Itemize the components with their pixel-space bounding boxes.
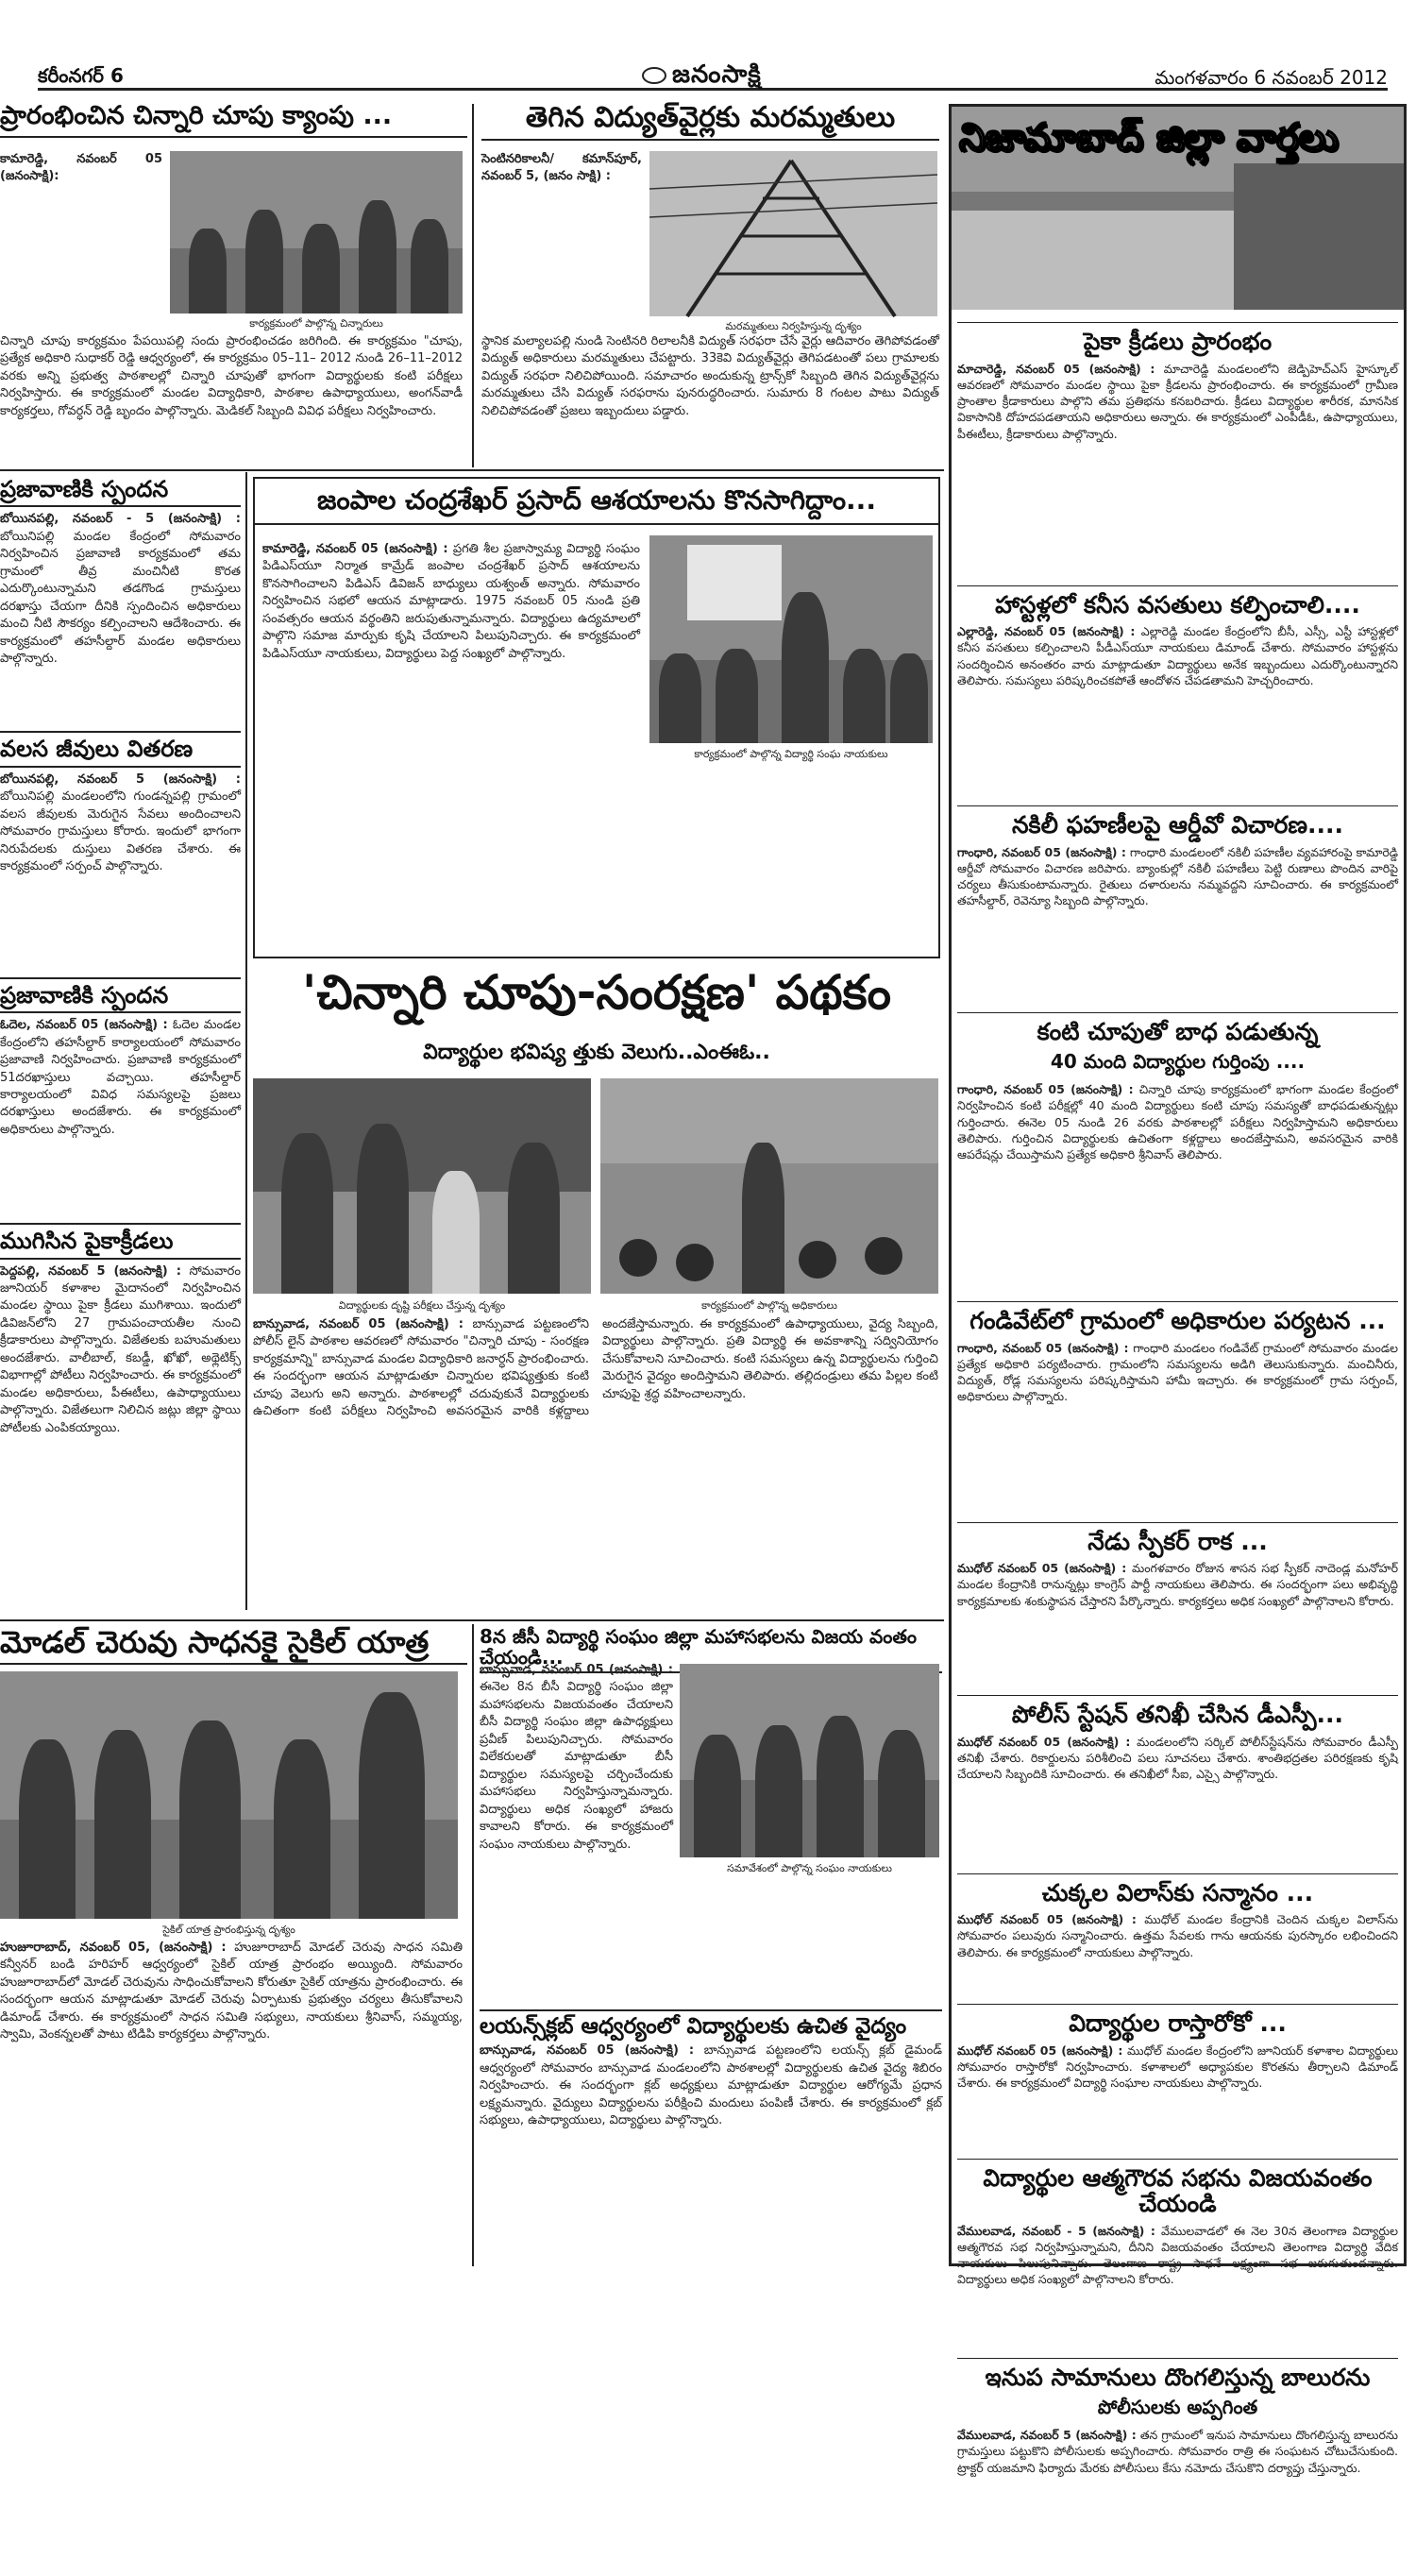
section-divider: [0, 1619, 944, 1621]
story-dateline: ముధోల్ నవంబర్ 05 (జనంసాక్షి) :: [957, 2042, 1123, 2058]
district-banner: [952, 107, 1404, 310]
story-body: [957, 2427, 1398, 2568]
story-headline: చుక్కల విలాస్‌కు సన్మానం ...: [957, 1873, 1398, 1907]
story-dateline: పెద్దపల్లి, నవంబర్ 5 (జనంసాక్షి) :: [0, 1263, 181, 1279]
district-story: [957, 2004, 1398, 2151]
story-body: [0, 1940, 463, 2261]
story-body: [0, 1017, 241, 1215]
story-headline: విద్యార్థుల ఆత్మగౌరవ సభను విజయవంతం చేయండి: [957, 2159, 1398, 2217]
column-divider: [245, 472, 247, 1610]
story-dateline: వేములవాడ, నవంబర్ - 5 (జనంసాక్షి) :: [957, 2223, 1155, 2238]
story-body-text: ఈనెల 8న బీసీ విద్యార్థి సంఘం జిల్లా మహాసభలను విజయవంతం చేయాలని బీసీ విద్యార్థి సంఘం జిల్లా ఉపాధ్యక్షులు ప్రవీణ్ పిలుపునిచ్చారు. సోమవారం విలేకరులతో మాట్లాడుతూ బీసీ విద్యార్థుల సమస్యలపై చర్చించేందుకు మహాసభలు నిర్వహిస్తున్నామన్నారు. విద్యార్థులు అధిక సంఖ్యలో హాజరు కావాలని కోరారు. ఈ కార్యక్రమంలో సంఘం నాయకులు పాల్గొన్నారు.: [480, 1680, 673, 1852]
story-dateline: బాన్సువాడ, నవంబర్ 05 (జనంసాక్షి) :: [480, 1663, 673, 1677]
dam-image: [952, 211, 1235, 310]
story-headline: విద్యార్థుల రాస్తారోకో ...: [957, 2004, 1398, 2037]
story-body: [957, 1911, 1398, 1996]
district-story: [957, 1301, 1398, 1515]
story-headline: ఇనుప సామానులు దొంగలిస్తున్న బాలురను: [957, 2358, 1398, 2391]
photo-caption: కార్యక్రమంలో పాల్గొన్న విద్యార్థి సంఘ నాయకులు: [694, 748, 888, 760]
story-body-text: హుజూరాబాద్ మోడల్ చెరువు సాధన సమితి కన్వీనర్ బండి హరిహర్ ఆధ్వర్యంలో సైకిల్ యాత్ర ప్రారంభం అయ్యింది. సోమవారం హుజూరాబాద్‌లో మోడల్ చెరువును సాధించుకోవాలని కోరుతూ సైకిల్ యాత్రను ప్రారంభించారు. ఈ సందర్భంగా ఆయన మాట్లాడుతూ మోడల్ చెరువు ఏర్పాటుకు ప్రభుత్వం చర్యలు తీసుకోవాలని డిమాండ్ చేశారు. ఈ కార్యక్రమంలో సాధన సమితి సభ్యులు, నాయకులు శ్రీనివాస్, సమ్మయ్య, స్వామి, వెంకన్నలతో పాటు టిడిపి కార్యకర్తలు పాల్గొన్నారు.: [0, 1940, 463, 2042]
story-body-text: బాన్సువాడ పట్టణంలోని లయన్స్ క్లబ్ డైమండ్ ఆధ్వర్యంలో సోమవారం బాన్సువాడ మండలంలోని పాఠశాలల్లో విద్యార్థులకు ఉచిత వైద్య శిబిరం నిర్వహించారు. ఈ సందర్భంగా క్లబ్ అధ్యక్షులు మాట్లాడుతూ విద్యార్థుల ఆరోగ్యమే ప్రధాన లక్ష్యమన్నారు. వైద్యులు విద్యార్థులను పరీక్షించి మందులు పంపిణీ చేశారు. ఈ కార్యక్రమంలో క్లబ్ సభ్యులు, ఉపాధ్యాయులు, విద్యార్థులు పాల్గొన్నారు.: [480, 2043, 943, 2128]
story-headline: గండివేట్‌లో గ్రామంలో అధికారుల పర్యటన ...: [957, 1301, 1398, 1334]
story-dateline: ముధోల్ నవంబర్ 05 (జనంసాక్షి) :: [957, 1912, 1137, 1926]
story-body-text: మాచారెడ్డి మండలంలోని జెడ్పిహెచ్‌ఎస్ హైస్కూల్ ఆవరణలో సోమవారం మండల స్థాయి పైకా క్రీడలను ప్రారంభించారు. ఈ కార్యక్రమంలో గ్రామీణ ప్రాంతాల క్రీడాకారులు పాల్గొని తమ ప్రతిభను కనబరిచారు. క్రీడలు విద్యార్థుల శారీరక, మానసిక వికాసానికి దోహదపడతాయని అధికారులు అన్నారు. ఈ కార్యక్రమంలో ఎంపీడీఓ, ఉపాధ్యాయులు, పీఈటీలు, క్రీడాకారులు పాల్గొన్నారు.: [957, 361, 1398, 441]
story-body: [253, 1316, 938, 1609]
story-dateline: గాంధారి, నవంబర్ 05 (జనంసాక్షి) :: [957, 844, 1126, 859]
story-headline: ముగిసిన పైకాక్రీడలు: [0, 1223, 241, 1259]
story-headline: మోడల్ చెరువు సాధనకై సైకిల్ యాత్ర: [0, 1626, 467, 1665]
photo-officials: [600, 1078, 938, 1294]
story-body: [480, 1662, 673, 1889]
story-subhead: 40 మంది విద్యార్థుల గుర్తింపు ....: [1050, 1050, 1306, 1073]
story-body-text: ముధోల్ మండల కేంద్రంలోని జూనియర్ కళాశాల విద్యార్థులు సోమవారం రాస్తారోకో నిర్వహించారు. కళాశాలలో అధ్యాపకుల కొరతను తీర్చాలని డిమాండ్ చేశారు. ఈ కార్యక్రమంలో విద్యార్థి సంఘాల నాయకులు పాల్గొన్నారు.: [957, 2042, 1399, 2090]
story-headline: వలస జీవులు వితరణ: [0, 731, 241, 767]
story-body: [0, 511, 241, 723]
story-body-text: సోమవారం జూనియర్ కళాశాల మైదానంలో నిర్వహించిన మండల స్థాయి పైకా క్రీడలు ముగిశాయి. ఇందులో డివిజన్‌లోని 27 గ్రామపంచాయతీల నుంచి క్రీడాకారులు పాల్గొన్నారు. విజేతలకు బహుమతులు అందజేశారు. వాలీబాల్, కబడ్డీ, ఖోఖో, అథ్లెటిక్స్ విభాగాల్లో పోటీలు నిర్వహించారు. ఈ కార్యక్రమంలో మండల అధికారులు, పీఈటీలు, ఉపాధ్యాయులు పాల్గొన్నారు. విజేతలుగా నిలిచిన జట్లు జిల్లా స్థాయి పోటీలకు ఎంపికయ్యాయి.: [0, 1263, 241, 1435]
story-dateline: బోయినపల్లి, నవంబర్ - 5 (జనంసాక్షి) :: [0, 512, 241, 527]
story-body-text: వేములవాడలో ఈ నెల 30న తెలంగాణ విద్యార్థుల ఆత్మగౌరవ సభ నిర్వహిస్తున్నామని, దీనిని విజయవంతం చేయాలని తెలంగాణ విద్యార్థి వేదిక నాయకులు పిలుపునిచ్చారు. తెలంగాణ రాష్ట్ర సాధనే లక్ష్యంగా సభ జరుగుతుందన్నారు. విద్యార్థులు అధిక సంఖ్యలో పాల్గొనాలని కోరారు.: [957, 2223, 1398, 2287]
story-headline: నేడు స్పీకర్ రాక ...: [957, 1522, 1398, 1555]
story-dateline-block: [481, 151, 642, 321]
photo-eye-test: [253, 1078, 591, 1294]
story-headline: పోలీస్ స్టేషన్ తనిఖీ చేసిన డీఎస్పీ...: [957, 1695, 1398, 1728]
photo-caption-left: విద్యార్థులకు దృష్టి పరీక్షలు చేస్తున్న దృశ్యం: [338, 1299, 506, 1312]
photo-power-tower: [649, 151, 937, 316]
story-paika-end: [0, 1223, 241, 1574]
story-bc-union: [480, 1626, 942, 2032]
story-prajavani-2: [0, 977, 241, 1215]
district-banner-title: నిజామాబాద్ జిల్లా వార్తలు: [959, 116, 1339, 160]
story-body: [957, 623, 1398, 798]
story-dateline: బాన్సువాడ, నవంబర్ 05 (జనంసాక్షి) :: [253, 1317, 464, 1331]
story-headline: తెగిన విద్యుత్‌వైర్లకు మరమ్మతులు: [481, 102, 939, 141]
story-body: [957, 361, 1398, 578]
story-dateline: కామారెడ్డి, నవంబర్ 05 (జనంసాక్షి):: [0, 152, 162, 184]
story-dateline: ముధోల్ నవంబర్ 05 (జనంసాక్షి) :: [957, 1734, 1131, 1749]
story-headline: ప్రారంభించిన చిన్నారి చూపు క్యాంపు ...: [0, 102, 467, 138]
fort-image: [1234, 163, 1404, 310]
photo-caption: సమావేశంలో పాల్గొన్న సంఘం నాయకులు: [727, 1862, 892, 1874]
photo-caption: సైకిల్ యాత్ర ప్రారంభిస్తున్న దృశ్యం: [162, 1924, 295, 1936]
story-headline: 'చిన్నారి చూపు-సంరక్షణ' పథకం: [302, 965, 891, 1020]
story-dateline: బోయినపల్లి, నవంబర్ 5 (జనంసాక్షి) :: [0, 771, 241, 787]
story-body-text: ముధోల్ మండల కేంద్రానికి చెందిన చుక్కల విలాస్‌ను సోమవారం పలువురు సన్మానించారు. ఉత్తమ సేవలకు గాను ఆయనకు పురస్కారం లభించిందని తెలిపారు. ఈ కార్యక్రమంలో నాయకులు పాల్గొన్నారు.: [957, 1912, 1398, 1959]
district-story: [957, 585, 1398, 799]
story-body-text: ప్రగతి శీల ప్రజాస్వామ్య విద్యార్థి సంఘం పిడిఎస్‌యూ నిర్మాత కామ్రేడ్ జంపాల చంద్రశేఖర్ ప్రసాద్ ఆశయాలను కొనసాగించాలని పిడిఎస్ డివిజన్ బాధ్యులు యశ్వంత్ అన్నారు. సోమవారం నిర్వహించిన సభలో ఆయన మాట్లాడారు. 1975 నవంబర్ 05 నుండి ప్రతి సంవత్సరం ఆయన వర్థంతిని జరుపుతున్నామన్నారు. విద్యార్థులు ఉద్యమాలలో పాల్గొని సమాజ మార్పుకు కృషి చేయాలని పిలుపునిచ్చారు. ఈ కార్యక్రమంలో పిడిఎస్‌యూ నాయకులు, విద్యార్థులు పెద్ద సంఖ్యలో పాల్గొన్నారు.: [262, 542, 640, 661]
story-subhead: పోలీసులకు అప్పగింత: [1097, 2396, 1258, 2418]
story-body: [957, 2042, 1398, 2151]
story-body-text: బోయినిపల్లి మండలంలోని గుండన్నపల్లి గ్రామంలో వలస జీవులకు మెరుగైన సేవలు అందించాలని సోమవారం గ్రామస్తులు కోరారు. ఇందులో భాగంగా నిరుపేదలకు దుస్తులు వితరణ చేశారు. ఈ కార్యక్రమంలో సర్పంచ్ పాల్గొన్నారు.: [0, 789, 241, 874]
story-dateline: గాంధారి, నవంబర్ 05 (జనంసాక్షి) :: [957, 1340, 1129, 1355]
story-valasa: [0, 731, 241, 969]
tower-illustration: [649, 151, 937, 316]
photo-caption: కార్యక్రమంలో పాల్గొన్న చిన్నారులు: [249, 317, 383, 330]
story-headline: కంటి చూపుతో బాధ పడుతున్న: [957, 1012, 1398, 1045]
district-story: [957, 1012, 1398, 1295]
story-body-text: చిన్నారి చూపు కార్యక్రమం పేపయిపల్లి సందు ప్రారంభించడం జరిగింది. ఈ కార్యక్రమం "చూపు, ప్రత్యేక అధికారి సుధాకర్ రెడ్డి ఆధ్వర్యంలో, ఈ కార్యక్రమం 05–11– 2012 నుండి 26–11–2012 వరకు అన్ని ప్రభుత్వ పాఠశాలల్లో చిన్నారి చూపుతో భాగంగా విద్యార్థులకు కంటి పరీక్షలు నిర్వహిస్తారు. ఈ కార్యక్రమంలో మండల విద్యాధికారి, పాఠశాల ఉపాధ్యాయులు, అంగన్‌వాడీ కార్యకర్తలు, గోవర్ధన్ రెడ్డి బృందం పాల్గొన్నారు. మెడికల్ సిబ్బంది వివిధ పరీక్షలు నిర్వహించారు.: [0, 334, 463, 418]
story-body-text: చిన్నారి చూపు కార్యక్రమంలో భాగంగా మండల కేంద్రంలో నిర్వహించిన కంటి పరీక్షల్లో 40 మంది విద్యార్థులు కంటి చూపు సమస్యతో బాధపడుతున్నట్లు గుర్తించారు. ఈనెల 05 నుండి 26 వరకు పాఠశాలల్లో పరీక్షలు నిర్వహిస్తామని అధికారులు తెలిపారు. గుర్తించిన విద్యార్థులకు ఉచితంగా కళ్లద్దాలు అందజేస్తామని, అవసరమైన వారికి ఆపరేషన్లు చేయిస్తామని ప్రత్యేక అధికారి శ్రీనివాస్ తెలిపారు.: [957, 1082, 1398, 1161]
photo-caption: మరమ్మతులు నిర్వహిస్తున్న దృశ్యం: [725, 320, 862, 332]
story-prajavani-1: [0, 477, 241, 723]
story-dateline: హుజూరాబాద్, నవంబర్ 05, (జనంసాక్షి) :: [0, 1940, 227, 1955]
story-body: [957, 1560, 1398, 1687]
story-headline: నకిలీ ఫహణీలపై ఆర్డీవో విచారణ....: [957, 805, 1398, 839]
newspaper-name: జనంసాక్షి: [672, 60, 762, 89]
photo-meeting: [649, 535, 933, 743]
photo-cycle-rally: [0, 1671, 458, 1919]
story-body-text: మంగళవారం రోజున శాసన సభ స్పీకర్ నాదెండ్ల మనోహర్ మండల కేంద్రానికి రానున్నట్లు కాంగ్రెస్ పార్టీ నాయకులు తెలిపారు. ఈ సందర్భంగా పలు అభివృద్ధి కార్యక్రమాలకు శంకుస్థాపన చేస్తారని పేర్కొన్నారు. కార్యకర్తలు అధిక సంఖ్యలో పాల్గొనాలని కోరారు.: [957, 1561, 1398, 1608]
photo-caption-right: కార్యక్రమంలో పాల్గొన్న అధికారులు: [701, 1299, 837, 1312]
story-chinnari-camp: [0, 102, 467, 466]
story-body: [957, 1734, 1398, 1866]
story-headline: పైకా క్రీడలు ప్రారంభం: [957, 322, 1398, 355]
story-body-text: బాన్సువాడ పట్టణంలోని పోలీస్ లైన్ పాఠశాల ఆవరణలో సోమవారం "చిన్నారి చూపు - సంరక్షణ కార్యక్రమాన్ని" బాన్సువాడ మండల విద్యాధికారి జనార్ధన్ ప్రారంభించారు. ఈ సందర్భంగా ఆయన మాట్లాడుతూ చిన్నారుల భవిష్యత్తుకు కంటి చూపు వెలుగు అని అన్నారు. పాఠశాలల్లో చదువుకునే విద్యార్థులకు ఉచితంగా కంటి పరీక్షలు నిర్వహించి అవసరమైన వారికి కళ్లద్దాలు అందజేస్తామన్నారు. ఈ కార్యక్రమంలో ఉపాధ్యాయులు, వైద్య సిబ్బంది, విద్యార్థులు పాల్గొన్నారు. ప్రతి విద్యార్థి ఈ అవకాశాన్ని సద్వినియోగం చేసుకోవాలని సూచించారు. కంటి సమస్యలు ఉన్న విద్యార్థులను గుర్తించి మెరుగైన వైద్యం అందిస్తామని తెలిపారు. తల్లిదండ్రులు తమ పిల్లల కంటి చూపుపై శ్రద్ధ వహించాలన్నారు.: [253, 1317, 938, 1419]
story-dateline: ముధోల్ నవంబర్ 05 (జనంసాక్షి) :: [957, 1561, 1127, 1575]
district-story: [957, 1873, 1398, 1997]
story-body: [0, 771, 241, 970]
story-body-text: గాంధారి మండలం గండివేట్ గ్రామంలో సోమవారం మండల ప్రత్యేక అధికారి పర్యటించారు. గ్రామంలోని సమస్యలను అడిగి తెలుసుకున్నారు. మంచినీరు, విద్యుత్, రోడ్ల సమస్యలను పరిష్కరిస్తామని హామీ ఇచ్చారు. ఈ కార్యక్రమంలో గ్రామ సర్పంచ్, అధికారులు పాల్గొన్నారు.: [957, 1340, 1398, 1404]
story-body-text: గాంధారి మండలంలో నకిలీ పహణీల వ్యవహారంపై కామారెడ్డి ఆర్డీవో సోమవారం విచారణ జరిపారు. బ్యాంకుల్లో నకిలీ పహణీలు పెట్టి రుణాలు పొందిన వారిపై చర్యలు తీసుకుంటామన్నారు. రైతులు దళారులను నమ్మవద్దని సూచించారు. ఈ కార్యక్రమంలో తహసీల్దార్, రెవెన్యూ సిబ్బంది పాల్గొన్నారు.: [957, 844, 1398, 908]
story-body-text: స్థానిక మల్యాలపల్లి నుండి సెంటినరి రిలాలనీకి విద్యుత్ సరఫరా చేసే వైర్లు ఆదివారం తెగిపోవడంతో విద్యుత్ అధికారులు మరమ్మతులు చేపట్టారు. 33కెవి విద్యుత్‌వైర్లు తెగిపడటంతో పలు గ్రామాలకు విద్యుత్ సరఫరా నిలిచిపోయింది. సమాచారం అందుకున్న ట్రాన్స్‌కో సిబ్బంది తెగిన విద్యుత్‌వైర్లను మరమ్మతులు చేసి విద్యుత్ సరఫరాను పునరుద్ధరించారు. సుమారు 8 గంటల పాటు విద్యుత్ నిలిచిపోవడంతో ప్రజలు ఇబ్బందులు పడ్డారు.: [481, 334, 939, 418]
newspaper-title: [642, 60, 762, 94]
district-story: [957, 2159, 1398, 2350]
story-headline: జంపాల చంద్రశేఖర్ ప్రసాద్ ఆశయాలను కొనసాగిద్దాం...: [255, 479, 938, 525]
story-body-text: ఎల్లారెడ్డి మండల కేంద్రంలోని బీసీ, ఎస్సీ, ఎస్టీ హాస్టళ్లలో కనీస వసతులు కల్పించాలని పీడీఎస్‌యూ నాయకులు డిమాండ్ చేశారు. సోమవారం హాస్టళ్లను సందర్శించిన అనంతరం వారు మాట్లాడుతూ విద్యార్థులు అనేక ఇబ్బందులు ఎదుర్కొంటున్నారని తెలిపారు. సమస్యలు పరిష్కరించకపోతే ఆందోళన చేపడతామని హెచ్చరించారు.: [957, 624, 1398, 687]
story-subhead: విద్యార్థుల భవిష్య త్తుకు వెలుగు..ఎంఈఓ..: [423, 1041, 770, 1064]
story-dateline: ఓదెల, నవంబర్ 05 (జనంసాక్షి) :: [0, 1018, 168, 1033]
story-body-text: బోయినిపల్లి మండల కేంద్రంలో సోమవారం నిర్వహించిన ప్రజావాణి కార్యక్రమంలో తమ గ్రామంలో తీవ్ర మంచినీటి కొరత ఎదుర్కొంటున్నామని తడగొండ గ్రామస్తులు దరఖాస్తు చేయగా దీనికి స్పందించిన అధికారులు మంచి నీటి సౌకర్యం కల్పించాలని ఆదేశించారు. ఈ కార్యక్రమంలో తహసీల్దార్ మండల అధికారులు పాల్గొన్నారు.: [0, 529, 241, 667]
story-body: [957, 1081, 1398, 1294]
story-body: [957, 2223, 1398, 2350]
story-dateline: సెంటినరికాలనీ/ కమాన్‌పూర్, నవంబర్ 5, (జనం సాక్షి) :: [481, 152, 642, 184]
story-dateline: కామారెడ్డి, నవంబర్ 05 (జనంసాక్షి) :: [262, 542, 448, 556]
district-story: [957, 322, 1398, 578]
story-headline: లయన్స్‌క్లబ్ ఆధ్వర్యంలో విద్యార్థులకు ఉచిత వైద్యం: [480, 2009, 942, 2039]
story-body-text: ఓదెల మండల కేంద్రంలోని తహసీల్దార్ కార్యాలయంలో సోమవారం ప్రజావాణి నిర్వహించారు. ప్రజావాణి కార్యక్రమంలో 51దరఖాస్తులు వచ్చాయి. తహసీల్దార్ కార్యాలయంలో వివిధ సమస్యలపై ప్రజలు దరఖాస్తులు అందజేశారు. ఈ కార్యక్రమంలో అధికారులు పాల్గొన్నారు.: [0, 1018, 241, 1137]
story-dateline: బాన్సువాడ, నవంబర్ 05 (జనంసాక్షి) :: [480, 2043, 695, 2059]
story-body: [480, 2042, 942, 2260]
story-lions-club: [480, 2009, 942, 2269]
left-column: [0, 477, 241, 1591]
story-body: [0, 1263, 241, 1575]
column-divider: [472, 104, 474, 467]
issue-date: మంగళవారం 6 నవంబర్ 2012: [1155, 66, 1388, 89]
story-body: [957, 1340, 1398, 1515]
story-dateline: వేములవాడ, నవంబర్ 5 (జనంసాక్షి) :: [957, 2428, 1137, 2442]
masthead: [38, 60, 1388, 91]
story-cycle-yatra: [0, 1626, 467, 2268]
section-divider: [0, 469, 944, 471]
nizamabad-district-section: [949, 104, 1407, 2475]
story-body-text: మండలంలోని సర్కిల్ పోలీస్‌స్టేషన్‌ను సోమవారం డీఎస్పీ తనిఖీ చేశారు. రికార్డులను పరిశీలించి పలు సూచనలు చేశారు. శాంతిభద్రతల పరిరక్షణకు కృషి చేయాలని సిబ్బందికి సూచించారు. ఈ తనిఖీలో సీఐ, ఎస్సై పాల్గొన్నారు.: [957, 1734, 1398, 1781]
district-story: [957, 805, 1398, 1005]
story-headline: హాస్టళ్లలో కనీస వసతులు కల్పించాలి....: [957, 585, 1398, 619]
story-jampala: [253, 477, 940, 958]
district-stories: [957, 316, 1398, 2576]
story-dateline: గాంధారి, నవంబర్ 05 (జనంసాక్షి) :: [957, 1082, 1134, 1096]
page-number: కరీంనగర్ 6: [38, 64, 124, 87]
district-story: [957, 1522, 1398, 1688]
story-power-lines: [481, 102, 939, 466]
photo-children: [170, 151, 463, 314]
story-body-text: తన గ్రామంలో ఇనుప సామానులు దొంగలిస్తున్న బాలురను గ్రామస్తులు పట్టుకొని పోలీసులకు అప్పగించారు. సోమవారం రాత్రి ఈ సంఘటన చోటుచేసుకుంది. ట్రాక్టర్ యజమాని ఫిర్యాదు మేరకు పోలీసులు కేసు నమోదు చేసుకొని దర్యాప్తు చేస్తున్నారు.: [957, 2428, 1398, 2475]
story-dateline: ఎల్లారెడ్డి, నవంబర్ 05 (జనంసాక్షి) :: [957, 624, 1136, 638]
story-body: [957, 844, 1398, 1005]
story-dateline: మాచారెడ్డి, నవంబర్ 05 (జనంసాక్షి) :: [957, 361, 1155, 376]
district-story: [957, 1695, 1398, 1866]
photo-union-meeting: [680, 1664, 939, 1857]
story-headline: ప్రజావాణికి స్పందన: [0, 977, 241, 1013]
district-story: [957, 2358, 1398, 2569]
story-headline: 8న జీసీ విద్యార్థి సంఘం జిల్లా మహాసభలను విజయ వంతం చేయండి...: [480, 1626, 942, 1673]
column-divider: [472, 1624, 474, 2266]
story-headline: ప్రజావాణికి స్పందన: [0, 477, 241, 507]
story-body: [0, 151, 162, 330]
logo-icon: [642, 67, 666, 84]
story-chinnari-scheme: [253, 965, 940, 1617]
story-body: [262, 541, 640, 947]
